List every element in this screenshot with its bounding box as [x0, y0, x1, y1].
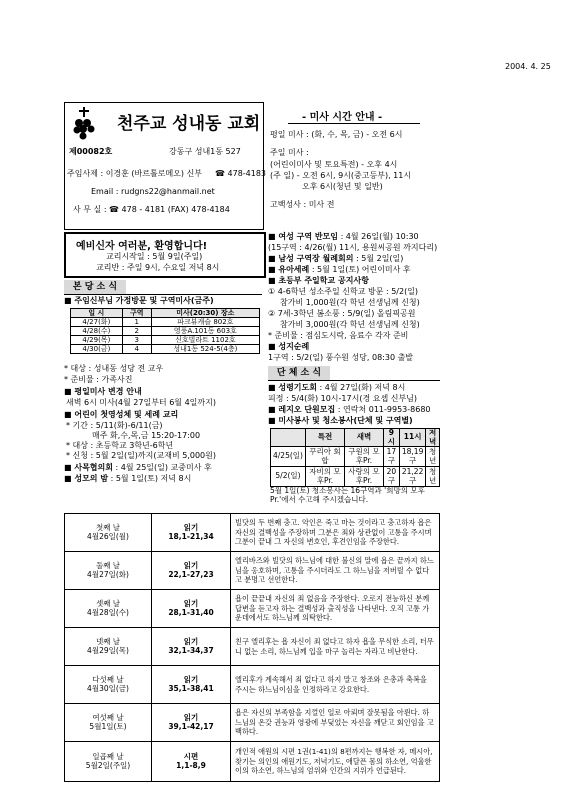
table-header: 저녁	[426, 429, 440, 447]
table-row	[71, 318, 260, 327]
table-header: 새벽	[344, 429, 383, 447]
school-title: ■ 초등부 주일학교 공지사항	[268, 276, 369, 286]
welcome-title: 예비신자 여러분, 환영합니다!	[76, 241, 208, 252]
table-cell: 5/2(일)	[271, 467, 306, 487]
holy-night-text: : 5월 1일(토) 저녁 8시	[110, 474, 192, 483]
children-title: ■ 어린이 첫영성체 및 세례 교리	[64, 410, 178, 420]
reading-ref: 28,1-31,40	[168, 607, 214, 617]
reading-ref: 39,1-42,17	[168, 721, 214, 731]
reading-ref: 22,1-27,23	[168, 569, 214, 579]
table-cell: 1	[122, 318, 151, 327]
reading-day: 첫째 날	[95, 522, 121, 532]
divider	[64, 294, 262, 295]
reading-label: 읽기	[183, 674, 199, 684]
pilgrimage-text: 1구역 : 5/2(일) 풍수원 성당, 08:30 출발	[268, 353, 414, 362]
reading-ref: 32,1-34,37	[168, 645, 214, 655]
table-cell: 4	[122, 345, 151, 354]
reading-day: 여섯째 날	[92, 712, 124, 722]
table-row	[65, 628, 440, 666]
reading-label: 읽기	[183, 560, 199, 570]
visit-note: * 대상 : 성내동 성당 전 교우	[64, 364, 164, 373]
holy-night-notice	[64, 474, 191, 484]
men-meeting	[268, 254, 403, 264]
reading-day: 일곱째 날	[92, 751, 124, 761]
reading-date: 4월29일(목)	[87, 645, 129, 655]
legio-title: ■ 레지오 단원모집	[268, 405, 335, 414]
table-header: 미사(20:30) 장소	[151, 309, 259, 318]
school-line: ① 4-6학년 성소주일 신학교 방문 : 5/2(일)	[268, 287, 419, 296]
reading-day: 둘째 날	[95, 560, 121, 570]
section-group-news: 단 체 소 식	[268, 366, 330, 380]
reading-label: 읽기	[183, 712, 199, 722]
sunday-mass-label: 주일 미사 :	[270, 148, 309, 157]
children-line: * 기간 : 5/11(화)-6/11(금)	[66, 421, 163, 430]
children-line: * 신청 : 5월 2일(일)까지(교재비 5,000원)	[66, 451, 216, 460]
visit-table	[70, 308, 260, 354]
readings-table	[64, 513, 440, 782]
mission-table	[270, 428, 440, 487]
table-cell: 청년	[426, 467, 440, 487]
table-cell: 4/25(일)	[271, 447, 306, 467]
table-cell: 영풍A.101동 603호	[151, 327, 259, 336]
reading-date: 4월27일(화)	[87, 569, 129, 579]
table-cell: 21,22구	[399, 467, 425, 487]
school-line: 참가비 3,000원(각 학년 선생님께 신청)	[280, 320, 420, 329]
weekday-change-text: 새벽 6시 미사(4월 27일부터 6월 4일까지)	[66, 398, 216, 407]
school-line: * 준비물 : 점심도시락, 음료수 각자 준비	[268, 331, 409, 340]
table-cell: 4/29(목)	[71, 336, 123, 345]
reading-text: 엘리바즈와 빌닷의 하느님에 대한 불신의 말에 욥은 끝까지 하느님을 옹호하며, 고통을 주시더라도 그 하느님을 저버릴 수 없다고 분명고 선언한다.	[231, 552, 440, 590]
table-cell: 17구	[383, 447, 399, 467]
table-cell: 성내1동 524-5(4층)	[151, 345, 259, 354]
children-line: 매주 화,수,목,금 15:20-17:00	[92, 431, 201, 440]
reading-ref: 1,1-8,9	[176, 760, 206, 770]
holy-night-title: ■ 성모의 밤	[64, 474, 108, 483]
reading-ref: 35,1-38,41	[168, 683, 214, 693]
table-header: 9시	[383, 429, 399, 447]
table-row	[65, 666, 440, 704]
church-header	[64, 102, 267, 230]
welcome-box	[64, 232, 266, 278]
pastor-phone: ☎ 478-4183	[215, 169, 267, 178]
welcome-line: 교리반 : 주일 9시, 수요일 저녁 8시	[96, 263, 220, 272]
prayer-meeting-title: ■ 성령기도회	[268, 383, 317, 392]
retreat-text: 피정 : 5/4(화) 10시-17시(경 요셉 신부님)	[268, 394, 418, 403]
children-line: * 대상 : 초등학교 3학년-6학년	[66, 441, 174, 450]
section-parish-news: 본 당 소 식	[64, 280, 126, 294]
school-line: 참가비 1,000원(각 학년 선생님께 신청)	[280, 298, 420, 307]
reading-text: 개인적 애원의 시편 1권(1-41)의 8편까지는 행복한 자, 메시아, 찾기는 의인의 애원기도, 저녁기도, 애달픈 몸의 하소연, 억울한 이의 하소연, 하느님의 엄위와 인간의 지위가 언급된다.	[231, 742, 440, 782]
table-header	[271, 429, 306, 447]
mass-times-title: - 미사 시간 안내 -	[302, 112, 383, 123]
table-row	[65, 514, 440, 552]
church-email[interactable]: Email : rudgns22@hanmail.net	[91, 187, 215, 196]
school-line: ② 7세-3학년 봄소풍 : 5/9(일) 올림픽공원	[268, 309, 416, 318]
mission-note: 5월 1일(토) 청소봉사는 16구역과 '희망의 모후Pr.'에서 수고해 주시겠습니다.	[270, 486, 425, 505]
welcome-line: 교리시작일 : 5월 9일(주일)	[106, 252, 203, 261]
weekday-change-title: ■ 평일미사 변경 안내	[64, 387, 142, 397]
table-row	[271, 447, 440, 467]
weekday-mass: 평일 미사 : (화, 수, 목, 금) - 오전 6시	[270, 130, 403, 139]
women-meeting-extra: (15구역 : 4/26(월) 11시, 용원씨공원 까지다리)	[268, 243, 438, 252]
mass-times-panel	[268, 102, 440, 228]
table-row	[271, 467, 440, 487]
sunday-mass-line: (주 일) - 오전 6시, 9시(중고등부), 11시	[270, 171, 412, 180]
sunday-mass-line: 오후 6시(청년 및 일반)	[302, 182, 383, 191]
confession-times: 고백성사 : 미사 전	[270, 200, 335, 209]
table-row	[65, 552, 440, 590]
council-title: ■ 사목협의회	[64, 463, 113, 472]
reading-label: 읽기	[183, 522, 199, 532]
table-cell: 파크뷰캐슬 802호	[151, 318, 259, 327]
reading-label: 읽기	[183, 636, 199, 646]
men-meeting-text: : 5월 2일(일)	[356, 254, 404, 263]
pastor-name: 주임사제 : 이경훈 (바르톨로메오) 신부	[67, 169, 203, 178]
table-cell: 20구	[383, 467, 399, 487]
office-contact: 사 무 실 : ☎ 478 - 4181 (FAX) 478-4184	[73, 205, 230, 214]
reading-text: 욥은 자신의 부족함을 지껄인 일로 아뢰며 잘못됨을 아뢴다. 하느님의 온갖 권능과 영광에 부딪었는 자신을 깨닫고 회인임을 고백하다.	[231, 704, 440, 742]
church-logo-icon	[69, 107, 99, 143]
legio-recruit	[268, 405, 431, 415]
table-header: 일 시	[71, 309, 123, 318]
table-header: 특전	[305, 429, 344, 447]
sunday-mass-line: (어린이미사 및 토요특전) - 오후 4시	[270, 160, 398, 169]
visit-note: * 준비물 : 가족사진	[64, 375, 133, 384]
men-meeting-title: ■ 남성 구역장 월례회의	[268, 254, 353, 263]
table-cell: 2	[122, 327, 151, 336]
table-cell: 꾸리아 회합	[305, 447, 344, 467]
prayer-meeting-text: : 4월 27일(화) 저녁 8시	[319, 383, 406, 392]
divider	[288, 123, 420, 124]
reading-date: 4월28일(수)	[87, 607, 129, 617]
table-cell: 4/27(화)	[71, 318, 123, 327]
reading-text: 엘리후가 계속해서 죄 없다고 하지 말고 창조와 은총과 축복을 주시는 하느님이심을 인정하라고 강요한다.	[231, 666, 440, 704]
reading-date: 5월1일(토)	[89, 721, 127, 731]
table-cell: 청년	[426, 447, 440, 467]
table-row	[65, 742, 440, 782]
reading-text: 친구 엘리후는 욥 자신이 죄 없다고 하자 욥을 무식한 소리, 터무니 없는 소리, 하느님께 입을 마구 놀리는 자라고 비난한다.	[231, 628, 440, 666]
table-cell: 신호빌라트 1102호	[151, 336, 259, 345]
pilgrimage-title: ■ 성지순례	[268, 342, 309, 352]
table-row	[71, 345, 260, 354]
issue-number: 제00082호	[69, 147, 113, 156]
women-meeting	[268, 232, 419, 242]
table-cell: 사랑의 모후Pr.	[344, 467, 383, 487]
infant-baptism-title: ■ 유아세례	[268, 265, 309, 274]
table-row	[65, 590, 440, 628]
reading-date: 4월26일(월)	[87, 531, 129, 541]
church-name: 천주교 성내동 교회	[117, 114, 261, 134]
table-header: 11시	[399, 429, 425, 447]
table-cell: 자비의 모후Pr.	[305, 467, 344, 487]
reading-label: 시편	[183, 751, 199, 761]
reading-day: 셋째 날	[95, 598, 121, 608]
divider	[268, 380, 440, 381]
reading-text: 빌닷의 두 번째 충고. 악인은 죽고 마는 것이라고 충고하자 욥은 자신의 결백성을 주장하며 그분은 죄와 상관없이 고통을 주시며 그분이 끝내 그 자신의 변호인, 후견인임을 주장한다.	[231, 514, 440, 552]
reading-label: 읽기	[183, 598, 199, 608]
reading-date: 5월2일(주일)	[85, 760, 131, 770]
infant-baptism	[268, 265, 411, 275]
table-row	[71, 336, 260, 345]
legio-text: : 연락처 011-9953-8680	[337, 405, 431, 414]
reading-day: 넷째 날	[95, 636, 121, 646]
women-meeting-text: : 4월 26일(월) 10:30	[340, 232, 419, 241]
issue-date: 2004. 4. 25	[505, 62, 551, 71]
church-address: 강동구 성내1동 527	[169, 147, 241, 156]
table-row	[65, 704, 440, 742]
table-cell: 3	[122, 336, 151, 345]
table-cell: 구원의 모후Pr.	[344, 447, 383, 467]
table-cell: 18,19구	[399, 447, 425, 467]
council-notice	[64, 463, 212, 473]
table-row	[71, 327, 260, 336]
mission-title: ■ 미사봉사 및 청소봉사(단체 및 구역별)	[268, 416, 413, 426]
reading-date: 4월30일(금)	[87, 683, 129, 693]
women-meeting-title: ■ 여성 구역 반모임	[268, 232, 338, 241]
reading-text: 욥이 끝끝내 자신의 죄 없음을 주장한다. 오로지 전능하신 분께 답변을 듣고자 하는 결백성과 출직성을 나타낸다. 오직 고통 가운데에서도 하느님께 의탁한다.	[231, 590, 440, 628]
infant-baptism-text: : 5월 1일(토) 어린이미사 후	[311, 265, 411, 274]
table-header: 구역	[122, 309, 151, 318]
reading-day: 다섯째 날	[92, 674, 124, 684]
visit-title: ■ 주임신부님 가정방문 및 구역미사(금주)	[64, 296, 214, 306]
prayer-meeting	[268, 383, 405, 393]
table-cell: 4/30(금)	[71, 345, 123, 354]
council-text: : 4월 25일(일) 교중미사 후	[115, 463, 212, 472]
reading-ref: 18,1-21,34	[168, 531, 214, 541]
table-cell: 4/28(수)	[71, 327, 123, 336]
